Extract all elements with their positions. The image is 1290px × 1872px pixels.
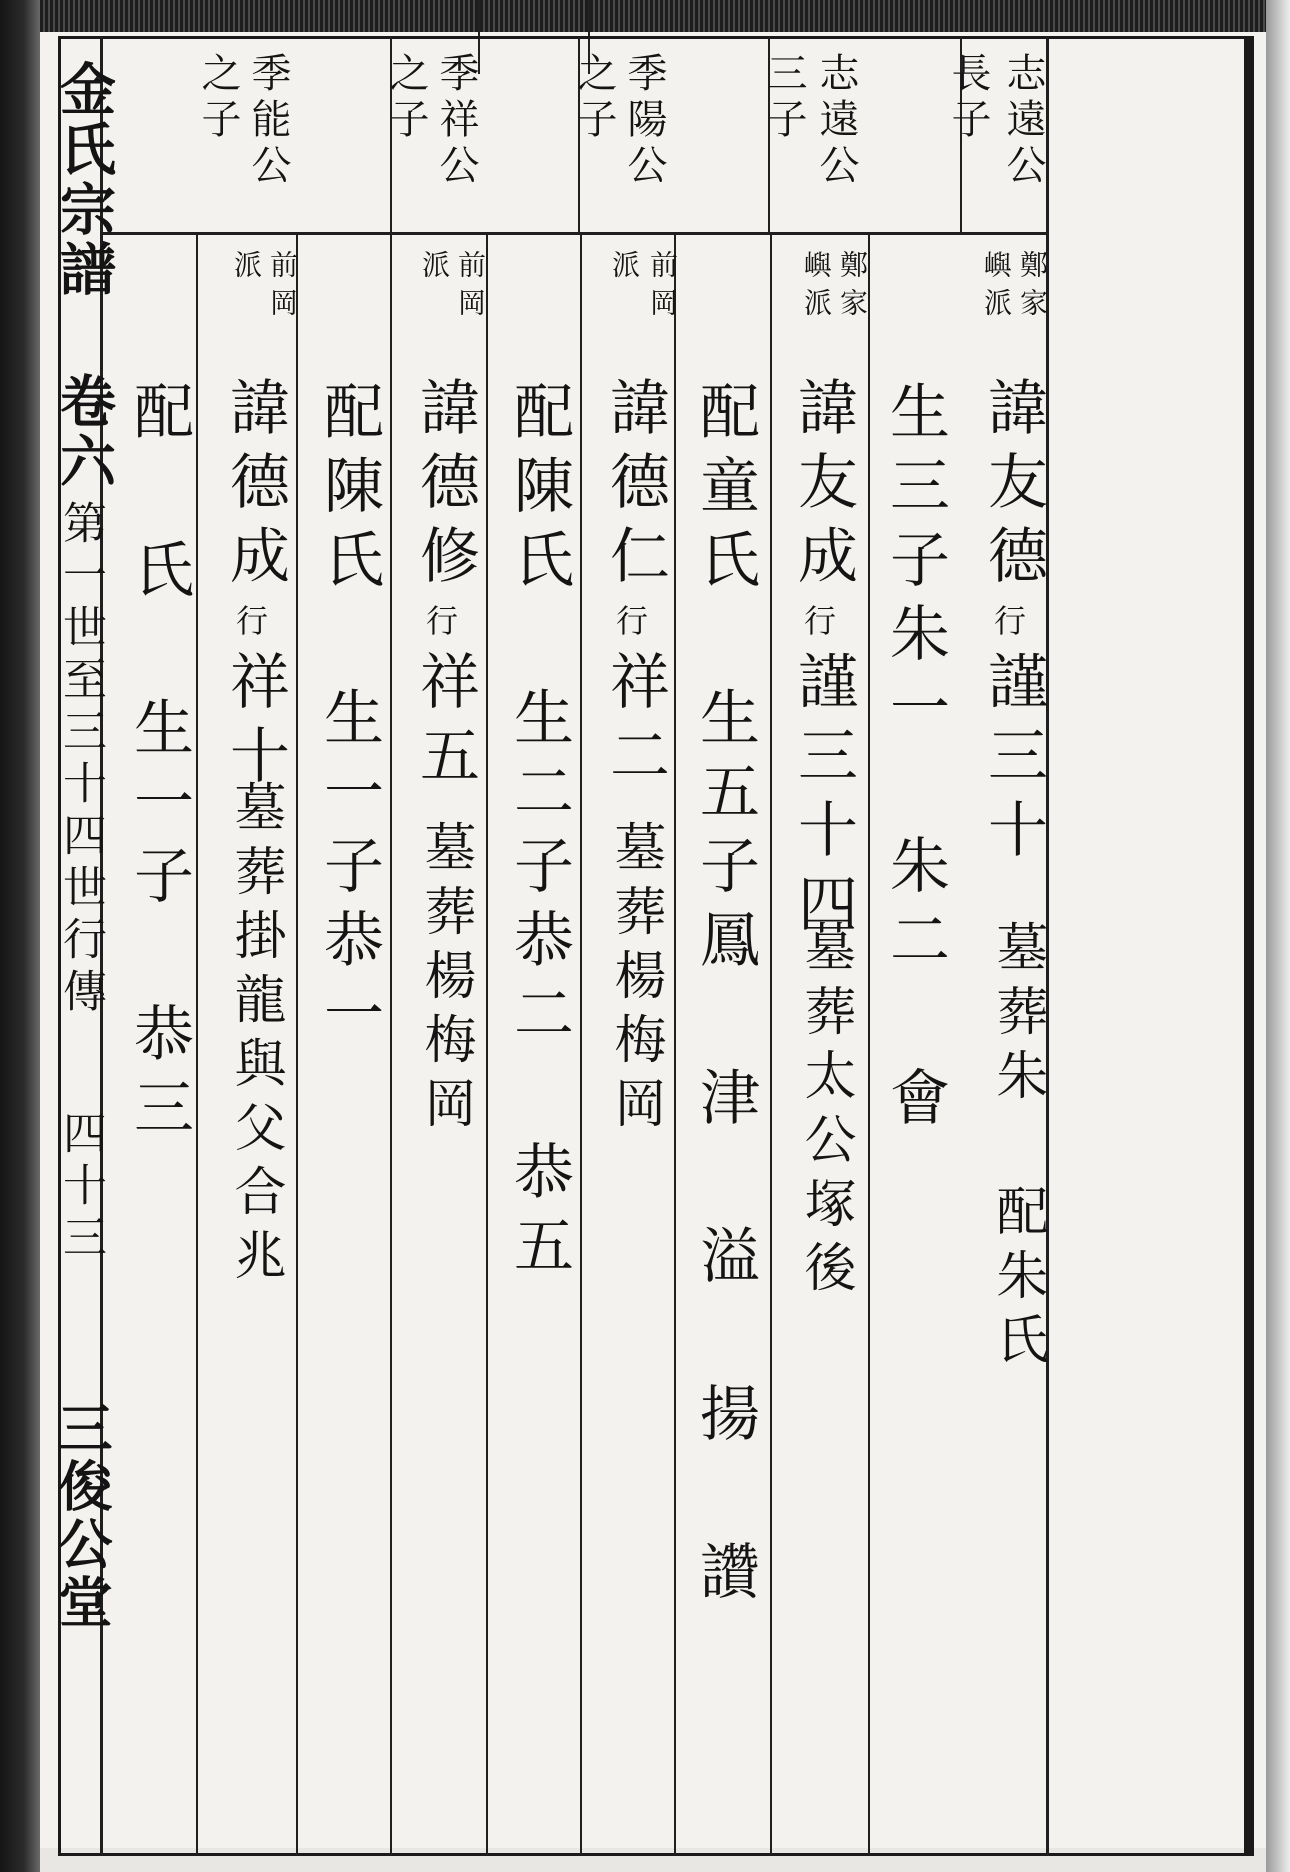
spine-section: 第一世至三十四世行傳 (55, 500, 106, 1020)
branch-suffix: 派 (608, 250, 641, 288)
branch-name: 鄭家 (1016, 250, 1049, 326)
spouse-children-line: 配童氏 生五子鳳 津 溢 揚 讚 (690, 380, 760, 1614)
branch-suffix: 派 (230, 250, 263, 288)
rank-value: 祥五 (410, 650, 480, 798)
branch-suffix: 嶼派 (800, 250, 833, 326)
scan-border-right (1266, 0, 1290, 1872)
spine-hall-name: 三俊公堂 (50, 1400, 114, 1632)
father-relation: 之子 (571, 52, 617, 144)
burial-place: 墓葬楊梅岡 (605, 820, 665, 1140)
person-name: 諱友德 (978, 376, 1048, 598)
burial-place: 墓葬掛龍與父合兆 (225, 780, 285, 1292)
rank-marker: 行 (421, 604, 459, 636)
spouse-children-line: 配 氏 生一子 恭三 (124, 380, 194, 1150)
branch-name: 前岡 (266, 250, 299, 326)
column-rule (868, 232, 870, 1856)
person-name: 諱德修 (410, 376, 480, 598)
rank-marker: 行 (231, 604, 269, 636)
burial-place: 墓葬楊梅岡 (415, 820, 475, 1140)
rank-marker: 行 (611, 604, 649, 636)
father-line: 季祥公 (433, 52, 479, 190)
spine-page-number: 四十三 (55, 1110, 106, 1266)
burial-place: 墓葬太公塚後 (795, 920, 855, 1304)
burial-and-spouse: 墓葬朱 配朱氏 (987, 920, 1047, 1376)
branch-suffix: 派 (418, 250, 451, 288)
spouse-children-line: 配陳氏 生一子恭一 (314, 380, 384, 1056)
rank-value: 祥二 (600, 650, 670, 798)
children-line: 生三子朱一 朱二 會 (880, 380, 950, 1140)
father-relation: 之子 (195, 52, 241, 144)
branch-name: 鄭家 (836, 250, 869, 326)
rank-value: 謹三十 (978, 650, 1048, 872)
column-rule (770, 232, 772, 1856)
spine-title: 金氏宗譜 (51, 60, 117, 300)
branch-name: 前岡 (454, 250, 487, 326)
rank-marker: 行 (799, 604, 837, 636)
person-name: 諱友成 (788, 376, 858, 598)
person-name: 諱德成 (220, 376, 290, 598)
spine-volume: 卷六 (51, 372, 117, 492)
father-line: 季能公 (245, 52, 291, 190)
spouse-children-line: 配陳氏 生二子恭二 恭五 (504, 380, 574, 1288)
person-name: 諱德仁 (600, 376, 670, 598)
father-line: 志遠公 (1000, 52, 1046, 190)
father-relation: 之子 (383, 52, 429, 144)
header-rule (100, 232, 1046, 235)
branch-name: 前岡 (646, 250, 679, 326)
father-line: 季陽公 (621, 52, 667, 190)
rank-value: 祥十 (220, 650, 290, 798)
rank-marker: 行 (989, 604, 1027, 636)
scan-border-left (0, 0, 40, 1872)
father-line: 志遠公 (813, 52, 859, 190)
father-relation: 三子 (761, 52, 807, 144)
rank-value: 謹三十四 (788, 650, 858, 946)
scan-border-top (40, 0, 1266, 32)
branch-suffix: 嶼派 (980, 250, 1013, 326)
father-relation: 長子 (945, 52, 991, 144)
